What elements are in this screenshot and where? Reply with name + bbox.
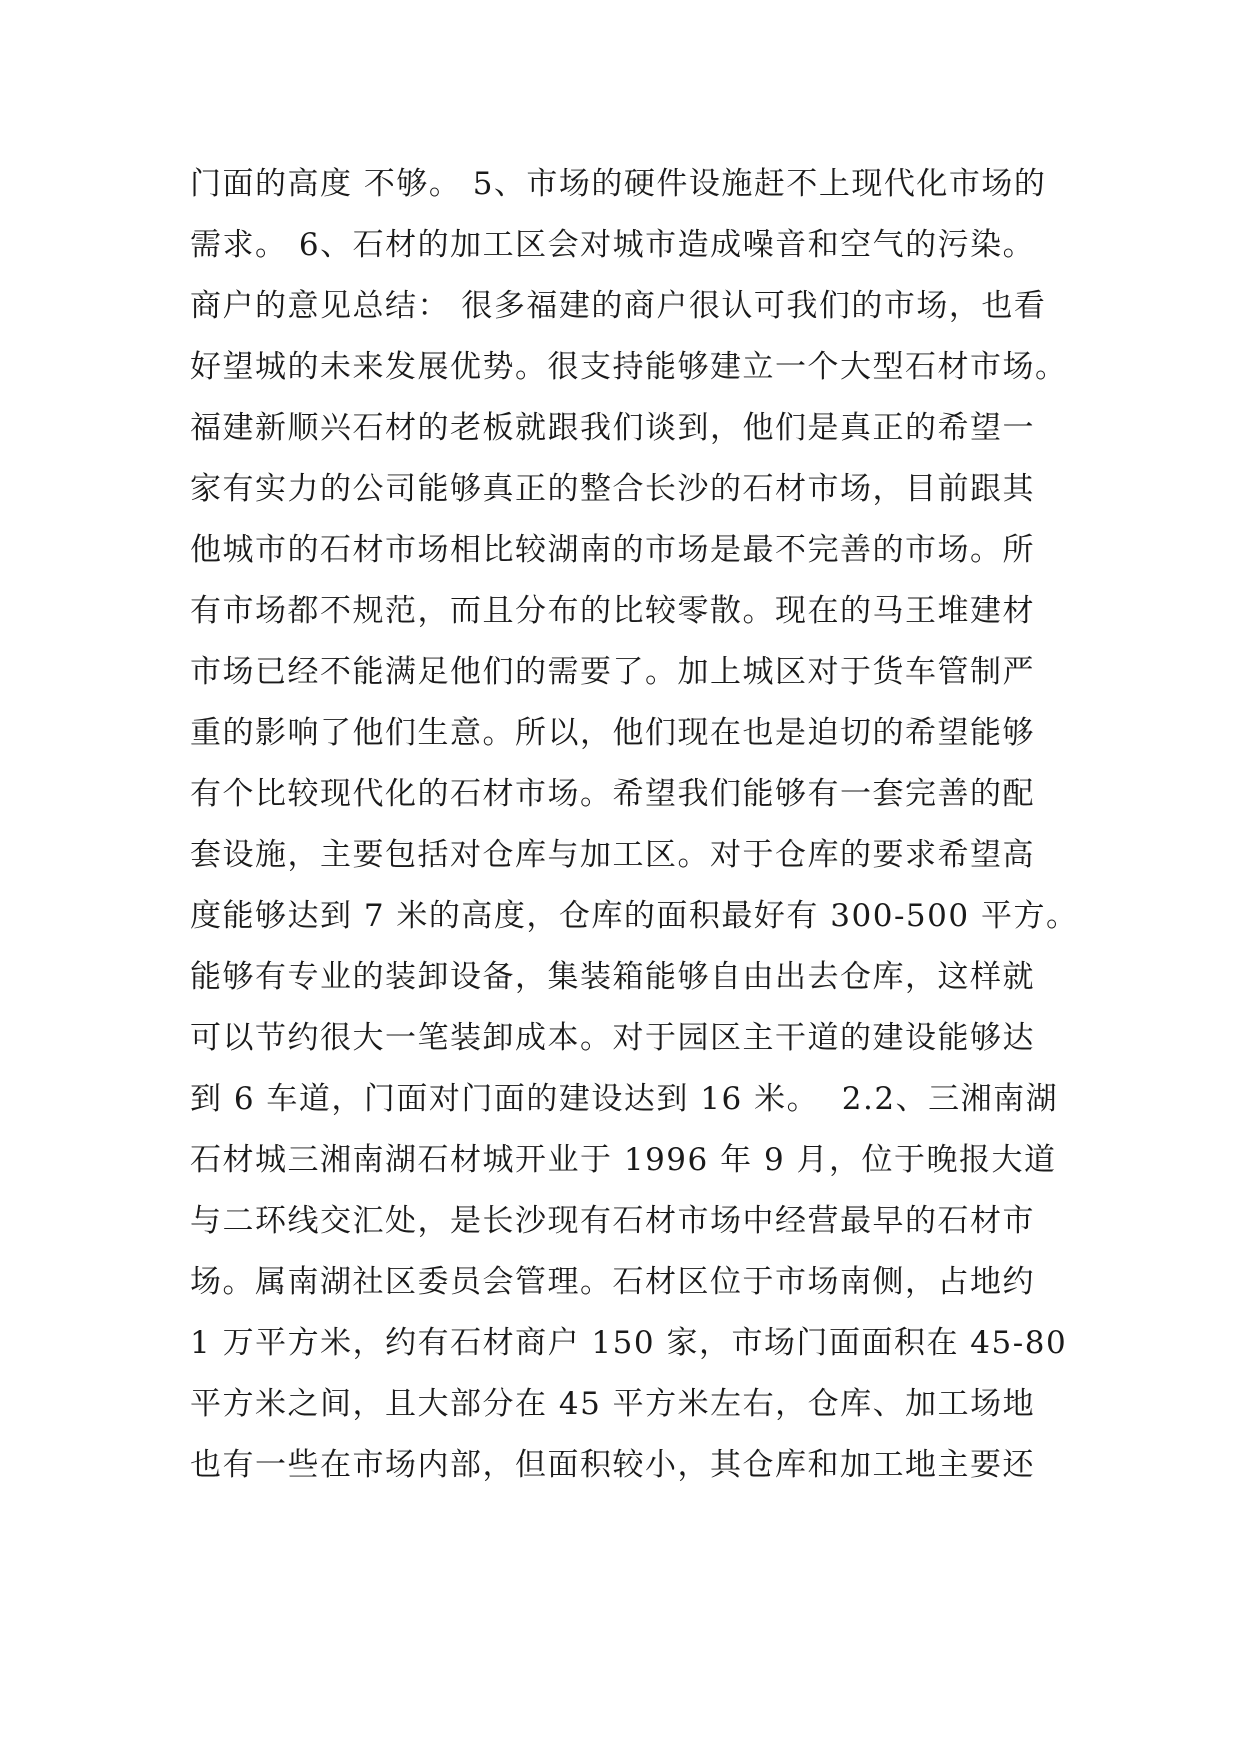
text-line: 福建新顺兴石材的老板就跟我们谈到，他们是真正的希望一 [190, 410, 1035, 446]
text-line: 重的影响了他们生意。所以，他们现在也是迫切的希望能够 [190, 715, 1035, 751]
text-line: 商户的意见总结： 很多福建的商户很认可我们的市场，也看 [190, 288, 1047, 324]
text-line: 门面的高度 不够。 5、市场的硬件设施赶不上现代化市场的 [190, 166, 1047, 202]
text-line: 能够有专业的装卸设备，集装箱能够自由出去仓库，这样就 [190, 959, 1035, 995]
text-line: 也有一些在市场内部，但面积较小，其仓库和加工地主要还 [190, 1447, 1035, 1483]
text-line: 度能够达到 7 米的高度，仓库的面积最好有 300-500 平方。 [190, 898, 1079, 934]
text-line: 需求。 6、石材的加工区会对城市造成噪音和空气的污染。 [190, 227, 1036, 263]
text-line: 有市场都不规范，而且分布的比较零散。现在的马王堆建材 [190, 593, 1035, 629]
text-line: 与二环线交汇处，是长沙现有石材市场中经营最早的石材市 [190, 1203, 1035, 1239]
text-line: 套设施，主要包括对仓库与加工区。对于仓库的要求希望高 [190, 837, 1035, 873]
text-line: 他城市的石材市场相比较湖南的市场是最不完善的市场。所 [190, 532, 1035, 568]
text-line: 家有实力的公司能够真正的整合长沙的石材市场，目前跟其 [190, 471, 1035, 507]
text-line: 石材城三湘南湖石材城开业于 1996 年 9 月，位于晚报大道 [190, 1142, 1057, 1178]
text-line: 好望城的未来发展优势。很支持能够建立一个大型石材市场。 [190, 349, 1068, 385]
text-line: 到 6 车道，门面对门面的建设达到 16 米。 2.2、三湘南湖 [190, 1081, 1059, 1117]
text-line: 可以节约很大一笔装卸成本。对于园区主干道的建设能够达 [190, 1020, 1035, 1056]
text-line: 有个比较现代化的石材市场。希望我们能够有一套完善的配 [190, 776, 1035, 812]
body-text [190, 154, 1079, 1496]
text-line: 1 万平方米，约有石材商户 150 家，市场门面面积在 45-80 [190, 1325, 1068, 1361]
text-line: 平方米之间，且大部分在 45 平方米左右，仓库、加工场地 [190, 1386, 1036, 1422]
text-line: 场。属南湖社区委员会管理。石材区位于市场南侧，占地约 [190, 1264, 1035, 1300]
text-line: 市场已经不能满足他们的需要了。加上城区对于货车管制严 [190, 654, 1035, 690]
